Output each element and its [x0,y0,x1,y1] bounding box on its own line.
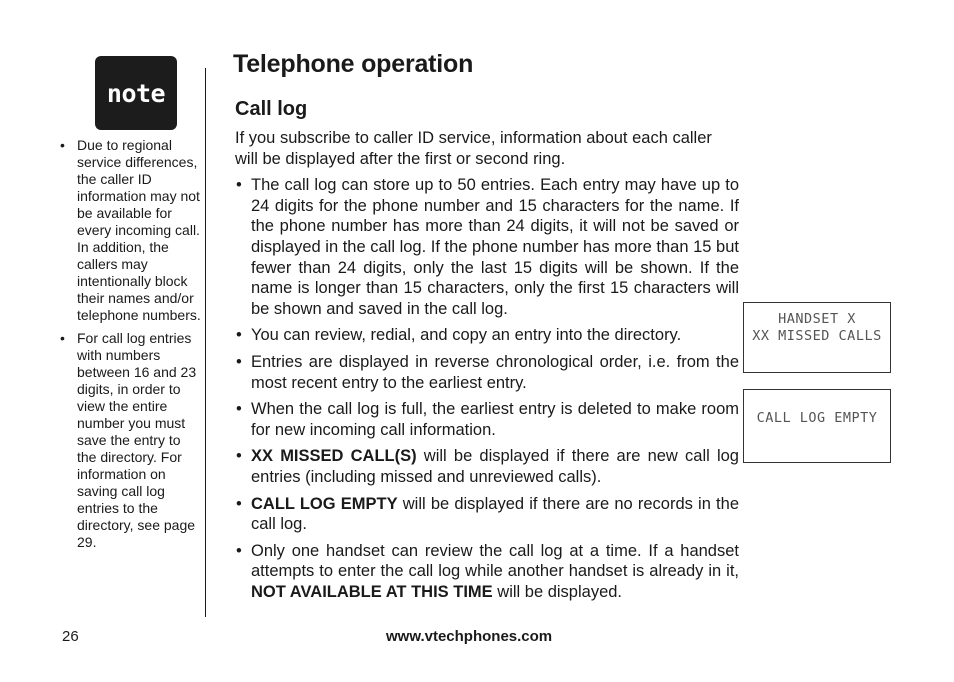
lcd-line: CALL LOG EMPTY [756,410,878,426]
main-content [235,128,739,608]
bullet-text: will be displayed if there are new call log entries (including missed and unreviewed calls). [251,447,739,486]
bullet-text: will be displayed. [492,582,623,601]
bullet-bold-term: XX MISSED CALL(S) [251,447,417,466]
bullet-item [235,325,739,346]
bullet-text: will be displayed if there are no records in the call log. [251,494,739,534]
bullet-item [235,352,739,393]
lcd-screen-missed-calls [743,302,891,373]
note-badge-label: note [106,78,166,108]
bullet-text: You can review, redial, and copy an entry into the directory. [251,326,682,345]
lcd-screen-call-log-empty [743,389,891,463]
intro-paragraph: If you subscribe to caller ID service, information about each caller will be displayed after the first or second ring. [235,129,712,168]
bullet-item [235,175,739,319]
bullet-list [235,175,739,602]
bullet-item [235,494,739,535]
footer-url: www.vtechphones.com [386,628,553,645]
bullet-item [235,399,739,440]
page-title: Telephone operation [233,50,474,78]
section-title: Call log [235,98,308,120]
sidebar-note-item: • For call log entries with numbers between 16 and 23 digits, in order to view the entire number you must save the entry to the directory. For information on saving call log entries to the directory, see page 29. [58,330,202,551]
bullet-text: When the call log is full, the earliest entry is deleted to make room for new incoming call information. [251,400,739,439]
note-badge [95,56,177,130]
page-number: 26 [62,628,79,645]
bullet-item [235,446,739,487]
bullet-text: Entries are displayed in reverse chronological order, i.e. from the most recent entry to the earliest entry. [251,352,739,392]
bullet-item [235,541,739,603]
sidebar-notes [58,137,202,557]
bullet-bold-term: NOT AVAILABLE AT THIS TIME [251,582,493,601]
sidebar-note-list [58,137,202,551]
column-divider [205,68,206,617]
bullet-text: Only one handset can review the call log at a time. If a handset attempts to enter the call log while another handset is already in it, [251,541,739,581]
lcd-line: HANDSET X [778,311,856,327]
sidebar-note-item: • Due to regional service differences, the caller ID information may not be available for every incoming call. In addition, the callers may intentionally block their names and/or telephone numbers. [58,137,202,324]
lcd-line: XX MISSED CALLS [752,328,882,344]
bullet-bold-term: CALL LOG EMPTY [251,494,398,513]
bullet-text: The call log can store up to 50 entries. Each entry may have up to 24 digits for the phone number and 15 characters for the name. If the phone number has more than 24 digits, it will not be saved or displayed in the call log. If the phone number has more than 15 but fewer than 24 digits, only the last 15 digits will be shown. If the name is longer than 15 characters, only the first 15 characters will be shown and saved in the call log. [251,176,739,318]
